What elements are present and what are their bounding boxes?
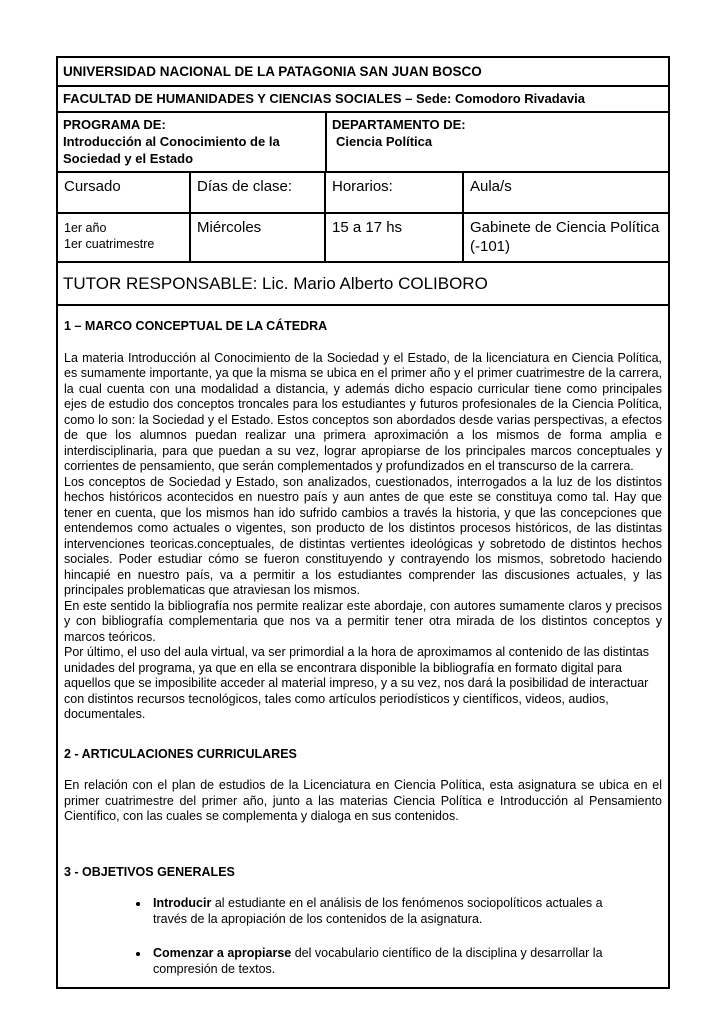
objective-item bbox=[150, 945, 622, 977]
departamento-value: Ciencia Política bbox=[336, 134, 433, 149]
marco-paragraph-1: La materia Introducción al Conocimiento de la Sociedad y el Estado, de la licenciatura en Ciencia Política, es sumamente importante, ya que la misma se ubica en el primer año y el primer cuatrimestre de la carrera, la cual cuenta con una modalidad a distancia, y además dicho espacio curricular tiene como principales ejes de estudio dos conceptos troncales para los estudiantes y futuros profesionales de la Ciencia Política, como lo son: la Sociedad y el Estado. Estos conceptos son abordados desde varias perspectivas, a efectos de que los alumnos puedan realizar una primera aproximación a los mismos de forma amplia e interdisciplinaria, para que puedan a su vez, lograr apropiarse de los principales marcos conceptuales y corrientes de pensamiento, que serán complementados y profundizados en el transcurso de la carrera. bbox=[64, 350, 662, 473]
programa-value-line2: Sociedad y el Estado bbox=[63, 151, 194, 166]
departamento-label: DEPARTAMENTO DE: bbox=[332, 117, 466, 132]
objective-text: del vocabulario científico de la disciplina y desarrollar la compresión de textos. bbox=[153, 946, 603, 976]
section-heading-objetivos: 3 - OBJETIVOS GENERALES bbox=[64, 864, 235, 879]
document-body bbox=[58, 306, 668, 987]
schedule-cursado-value bbox=[58, 214, 191, 261]
objective-item bbox=[150, 895, 622, 927]
faculty-title: FACULTAD DE HUMANIDADES Y CIENCIAS SOCIALES – Sede: Comodoro Rivadavia bbox=[58, 87, 668, 113]
programa-value-line1: Introducción al Conocimiento de la bbox=[63, 134, 280, 149]
cursado-line1: 1er año bbox=[64, 221, 107, 235]
objective-text: al estudiante en el análisis de los fenómenos sociopolíticos actuales a través de la apropiación de los contenidos de la asignatura. bbox=[153, 896, 603, 926]
schedule-aula-value: Gabinete de Ciencia Política (-101) bbox=[470, 219, 660, 255]
tutor-line: TUTOR RESPONSABLE: Lic. Mario Alberto COLIBORO bbox=[58, 263, 668, 306]
university-title: UNIVERSIDAD NACIONAL DE LA PATAGONIA SAN JUAN BOSCO bbox=[58, 58, 668, 87]
schedule-header-horarios: Horarios: bbox=[326, 173, 464, 212]
program-department-row bbox=[58, 113, 668, 173]
section-heading-marco-conceptual: 1 – MARCO CONCEPTUAL DE LA CÁTEDRA bbox=[64, 319, 328, 333]
marco-paragraph-4: Por último, el uso del aula virtual, va ser primordial a la hora de aproximamos al contenido de las distintas unidades del programa, ya que en ella se encontrara disponible la bibliografía en formato digital para aquellos que se imposibilite acceder al material impreso, y a su vez, nos dará la posibilidad de interactuar con distintos recursos tecnológicos, tales como artículos periodísticos y científicos, videos, audios, documentales. bbox=[64, 645, 650, 721]
departamento-cell bbox=[327, 113, 668, 171]
programa-label: PROGRAMA DE: bbox=[63, 117, 166, 132]
marco-paragraph-2: Los conceptos de Sociedad y Estado, son analizados, cuestionados, interrogados a la luz de los distintos hechos históricos acontecidos en nuestro país y aun antes de que este se constituya como tal. Hay que tener en cuenta, que los mismos han ido sufrido cambios a través la historia, y que las concepciones que entendemos como actuales o vigentes, son producto de los distintos procesos históricos, de las distintas intervenciones teoricas.conceptuales, de distintas vertientes ideológicas y sobretodo de distintos hechos sociales. Poder estudiar cómo se fueron constituyendo y contrayendo los mismos, sobretodo haciendo hincapié en nuestro país, va a permitir a los estudiantes comprender las discusiones actuales, y las principales problematicas que atraviesan los mismos. bbox=[64, 474, 662, 597]
articulaciones-paragraph: En relación con el plan de estudios de la Licenciatura en Ciencia Política, esta asignatura se ubica en el primer cuatrimestre del primer año, junto a las materias Ciencia Política e Introducción al Pensamiento Científico, con las cuales se complementa y dialoga en sus contenidos. bbox=[64, 778, 662, 823]
schedule-horarios-value: 15 a 17 hs bbox=[326, 214, 464, 261]
section-heading-articulaciones: 2 - ARTICULACIONES CURRICULARES bbox=[64, 746, 297, 761]
schedule-header-aula: Aula/s bbox=[470, 178, 512, 195]
schedule-header-row bbox=[58, 173, 668, 214]
marco-paragraph-3: En este sentido la bibliografía nos permite realizar este abordaje, con autores sumamente claros y precisos y con bibliografía complementaria que nos va a permitir tener otra mirada de los distintos conceptos y marcos teóricos. bbox=[64, 598, 662, 644]
cursado-line2: 1er cuatrimestre bbox=[64, 237, 155, 251]
objectives-list bbox=[64, 895, 662, 977]
program-document-table bbox=[56, 56, 670, 989]
schedule-header-dias: Días de clase: bbox=[191, 173, 326, 212]
schedule-header-cursado: Cursado bbox=[58, 173, 191, 212]
objective-lead: Introducir bbox=[153, 896, 212, 910]
schedule-dias-value: Miércoles bbox=[191, 214, 326, 261]
programa-cell bbox=[58, 113, 327, 171]
schedule-value-row bbox=[58, 214, 668, 263]
objective-lead: Comenzar a apropiarse bbox=[153, 946, 292, 960]
